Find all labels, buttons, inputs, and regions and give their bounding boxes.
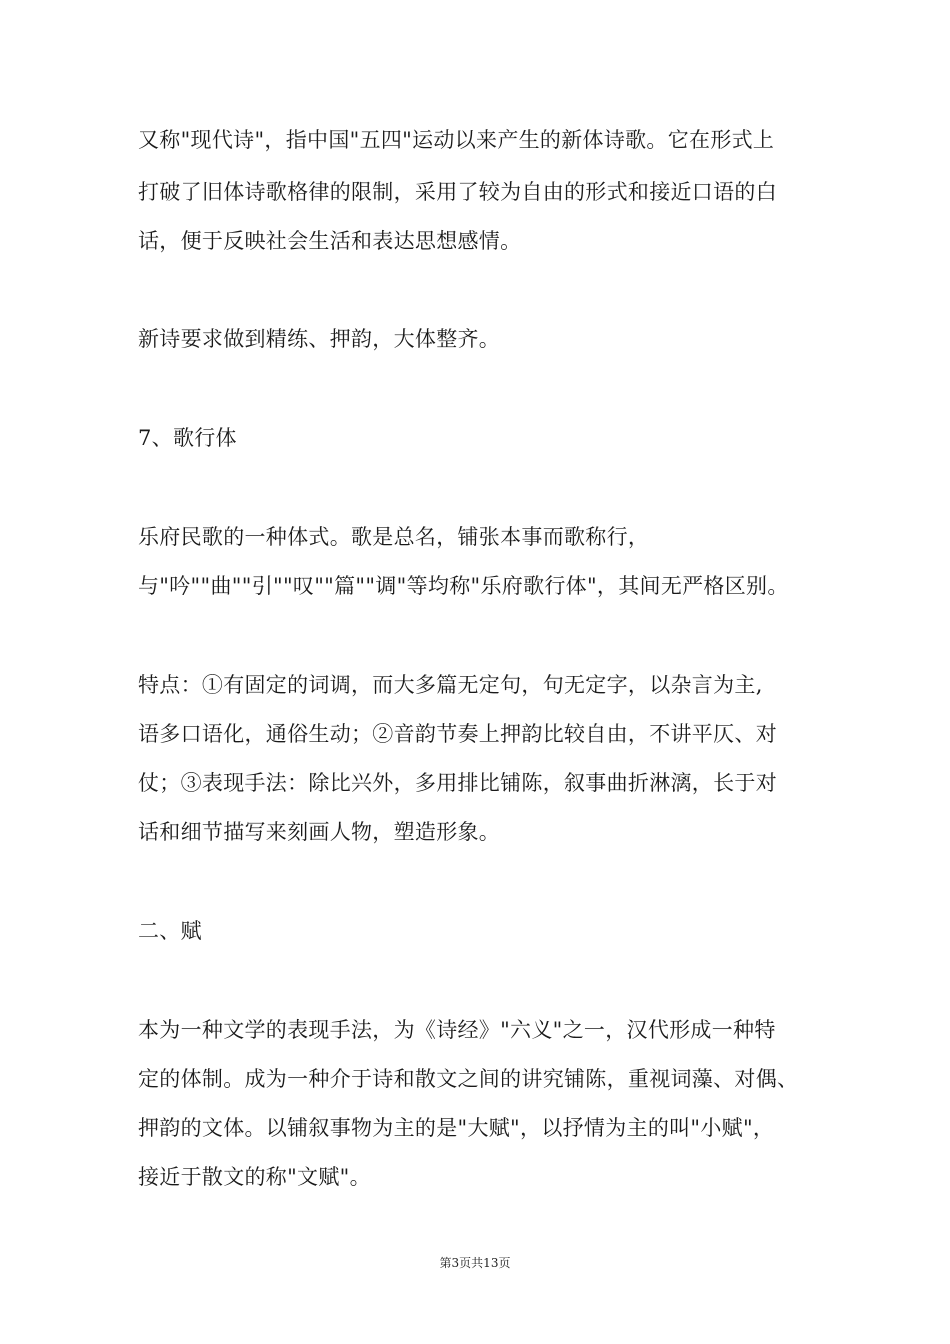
paragraph-line: 话，便于反映社会生活和表达思想感情。 xyxy=(138,229,522,253)
paragraph-line: 仗；③表现手法：除比兴外，多用排比铺陈，叙事曲折淋漓，长于对 xyxy=(138,771,777,795)
page-number-footer: 第3页共13页 xyxy=(439,1256,511,1270)
section-heading: 7、歌行体 xyxy=(138,426,237,450)
section-heading: 二、赋 xyxy=(138,919,202,943)
paragraph-line: 定的体制。成为一种介于诗和散文之间的讲究铺陈，重视词藻、对偶、 xyxy=(138,1067,799,1091)
paragraph-line: 语多口语化，通俗生动；②音韵节奏上押韵比较自由，不讲平仄、对 xyxy=(138,722,777,746)
paragraph-line: 押韵的文体。以铺叙事物为主的是"大赋"，以抒情为主的叫"小赋"， xyxy=(138,1116,775,1140)
paragraph-line: 话和细节描写来刻画人物，塑造形象。 xyxy=(138,820,501,844)
paragraph-line: 又称"现代诗"，指中国"五四"运动以来产生的新体诗歌。它在形式上 xyxy=(138,128,775,152)
paragraph-line: 新诗要求做到精练、押韵，大体整齐。 xyxy=(138,327,501,351)
paragraph-line: 乐府民歌的一种体式。歌是总名，铺张本事而歌称行， xyxy=(138,525,650,549)
paragraph-line: 本为一种文学的表现手法，为《诗经》"六义"之一，汉代形成一种特 xyxy=(138,1018,776,1042)
paragraph-line: 特点：①有固定的词调，而大多篇无定句，句无定字，以杂言为主, xyxy=(138,673,763,697)
paragraph-line: 打破了旧体诗歌格律的限制，采用了较为自由的形式和接近口语的白 xyxy=(138,180,777,204)
paragraph-line: 接近于散文的称"文赋"。 xyxy=(138,1165,371,1189)
paragraph-line: 与"吟""曲""引""叹""篇""调"等均称"乐府歌行体"，其间无严格区别。 xyxy=(138,574,789,598)
